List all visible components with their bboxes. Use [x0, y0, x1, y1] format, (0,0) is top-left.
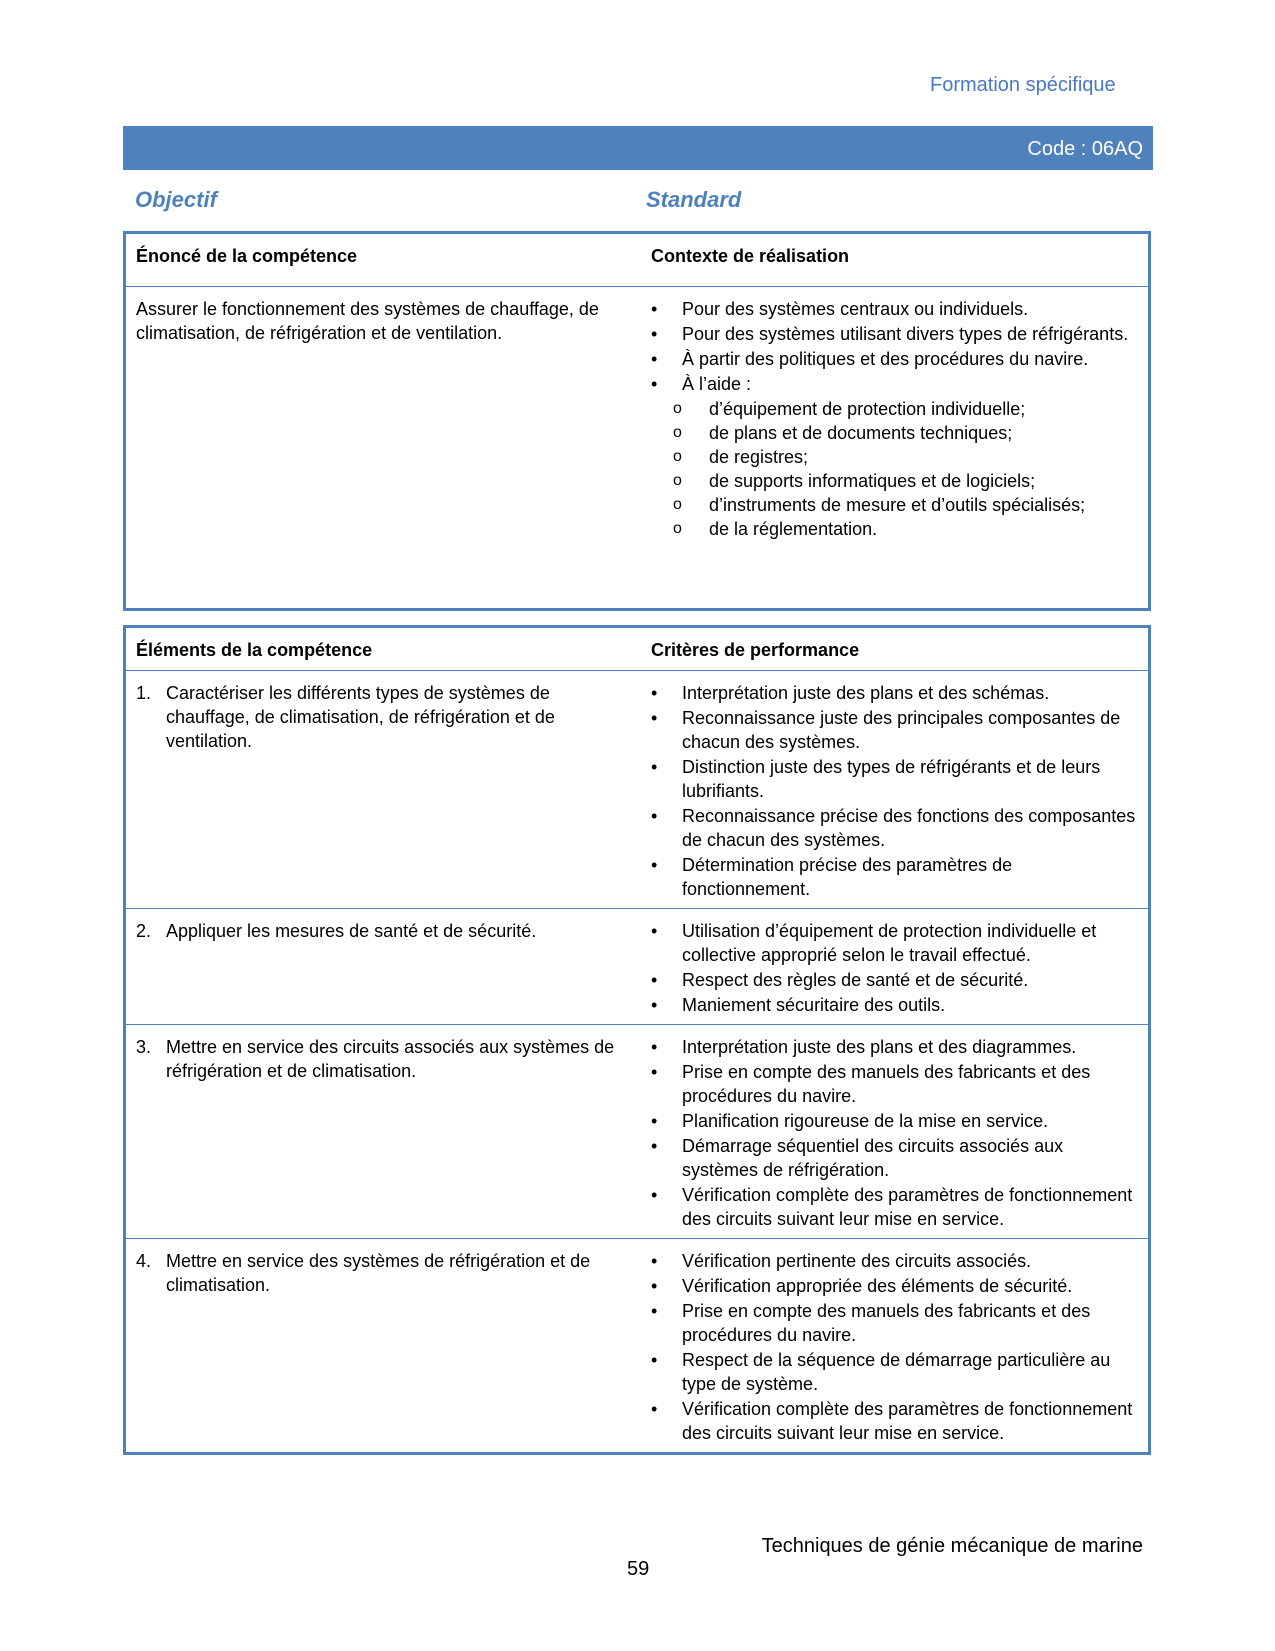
- element-cell: [125, 671, 642, 909]
- elements-header: Éléments de la compétence: [125, 627, 642, 671]
- element-number: 1.: [136, 683, 152, 703]
- element-item: [136, 1035, 631, 1083]
- context-item: • À l’aide :: [651, 372, 1138, 396]
- element-row: [125, 1239, 1150, 1454]
- element-number: 4.: [136, 1251, 152, 1271]
- statement-header: Énoncé de la compétence: [125, 233, 642, 287]
- criteria-cell: [641, 1025, 1150, 1239]
- element-item: [136, 1249, 631, 1297]
- criterion-item: • Interprétation juste des plans et des schémas.: [651, 681, 1138, 705]
- criterion-item: • Vérification appropriée des éléments de sécurité.: [651, 1274, 1138, 1298]
- criterion-item: • Démarrage séquentiel des circuits associés aux systèmes de réfrigération.: [651, 1134, 1138, 1182]
- criterion-item: • Détermination précise des paramètres de fonctionnement.: [651, 853, 1138, 901]
- context-subitem: o de la réglementation.: [673, 517, 1138, 541]
- criterion-item: • Respect de la séquence de démarrage particulière au type de système.: [651, 1348, 1138, 1396]
- code-bar: [123, 126, 1153, 170]
- criterion-item: • Maniement sécuritaire des outils.: [651, 993, 1138, 1017]
- criterion-item: • Reconnaissance précise des fonctions des composantes de chacun des systèmes.: [651, 804, 1138, 852]
- course-code: Code : 06AQ: [1027, 138, 1143, 160]
- element-text: Caractériser les différents types de systèmes de chauffage, de climatisation, de réfrigération et de ventilation.: [166, 683, 555, 751]
- standard-label: Standard: [646, 187, 742, 212]
- context-item: • Pour des systèmes utilisant divers types de réfrigérants.: [651, 322, 1138, 346]
- criterion-item: • Prise en compte des manuels des fabricants et des procédures du navire.: [651, 1299, 1138, 1347]
- element-row: [125, 909, 1150, 1025]
- context-header: Contexte de réalisation: [641, 233, 1150, 287]
- elements-table: [123, 625, 1151, 1455]
- element-text: Mettre en service des systèmes de réfrigération et de climatisation.: [166, 1251, 591, 1295]
- element-cell: [125, 1239, 642, 1454]
- context-item: • Pour des systèmes centraux ou individuels.: [651, 297, 1138, 321]
- criterion-item: • Planification rigoureuse de la mise en service.: [651, 1109, 1138, 1133]
- objective-label: Objectif: [135, 187, 217, 212]
- context-subitem: o d’instruments de mesure et d’outils spécialisés;: [673, 493, 1138, 517]
- section-title: Formation spécifique: [930, 74, 1116, 96]
- element-row: [125, 1025, 1150, 1239]
- competence-table: [123, 231, 1151, 611]
- element-row: [125, 671, 1150, 909]
- page-number: 59: [627, 1558, 650, 1580]
- element-number: 3.: [136, 1037, 152, 1057]
- context-sublist: [651, 397, 1138, 541]
- criterion-item: • Vérification complète des paramètres de fonctionnement des circuits suivant leur mise en service.: [651, 1397, 1138, 1445]
- element-item: [136, 681, 631, 753]
- criterion-item: • Vérification pertinente des circuits associés.: [651, 1249, 1138, 1273]
- criteria-cell: [641, 909, 1150, 1025]
- criteria-header: Critères de performance: [641, 627, 1150, 671]
- criterion-item: • Vérification complète des paramètres de fonctionnement des circuits suivant leur mise en service.: [651, 1183, 1138, 1231]
- element-text: Appliquer les mesures de santé et de sécurité.: [166, 921, 537, 941]
- criteria-list: [651, 919, 1138, 1017]
- criteria-list: [651, 1035, 1138, 1231]
- element-cell: [125, 909, 642, 1025]
- footer-program: Techniques de génie mécanique de marine: [761, 1535, 1143, 1557]
- element-cell: [125, 1025, 642, 1239]
- criterion-item: • Utilisation d’équipement de protection individuelle et collective approprié selon le travail effectué.: [651, 919, 1138, 967]
- criterion-item: • Prise en compte des manuels des fabricants et des procédures du navire.: [651, 1060, 1138, 1108]
- criteria-list: [651, 681, 1138, 901]
- context-cell: [641, 287, 1150, 610]
- competence-statement: Assurer le fonctionnement des systèmes de chauffage, de climatisation, de réfrigération et de ventilation.: [136, 299, 599, 344]
- element-item: [136, 919, 631, 943]
- criteria-list: [651, 1249, 1138, 1445]
- element-number: 2.: [136, 921, 152, 941]
- context-subitem: o d’équipement de protection individuelle;: [673, 397, 1138, 421]
- criterion-item: • Interprétation juste des plans et des diagrammes.: [651, 1035, 1138, 1059]
- context-subitem: o de registres;: [673, 445, 1138, 469]
- context-item: • À partir des politiques et des procédures du navire.: [651, 347, 1138, 371]
- criteria-cell: [641, 1239, 1150, 1454]
- context-subitem: o de supports informatiques et de logiciels;: [673, 469, 1138, 493]
- context-subitem: o de plans et de documents techniques;: [673, 421, 1138, 445]
- element-text: Mettre en service des circuits associés aux systèmes de réfrigération et de climatisation.: [166, 1037, 615, 1081]
- criterion-item: • Respect des règles de santé et de sécurité.: [651, 968, 1138, 992]
- criterion-item: • Reconnaissance juste des principales composantes de chacun des systèmes.: [651, 706, 1138, 754]
- criteria-cell: [641, 671, 1150, 909]
- context-list: [651, 297, 1138, 396]
- criterion-item: • Distinction juste des types de réfrigérants et de leurs lubrifiants.: [651, 755, 1138, 803]
